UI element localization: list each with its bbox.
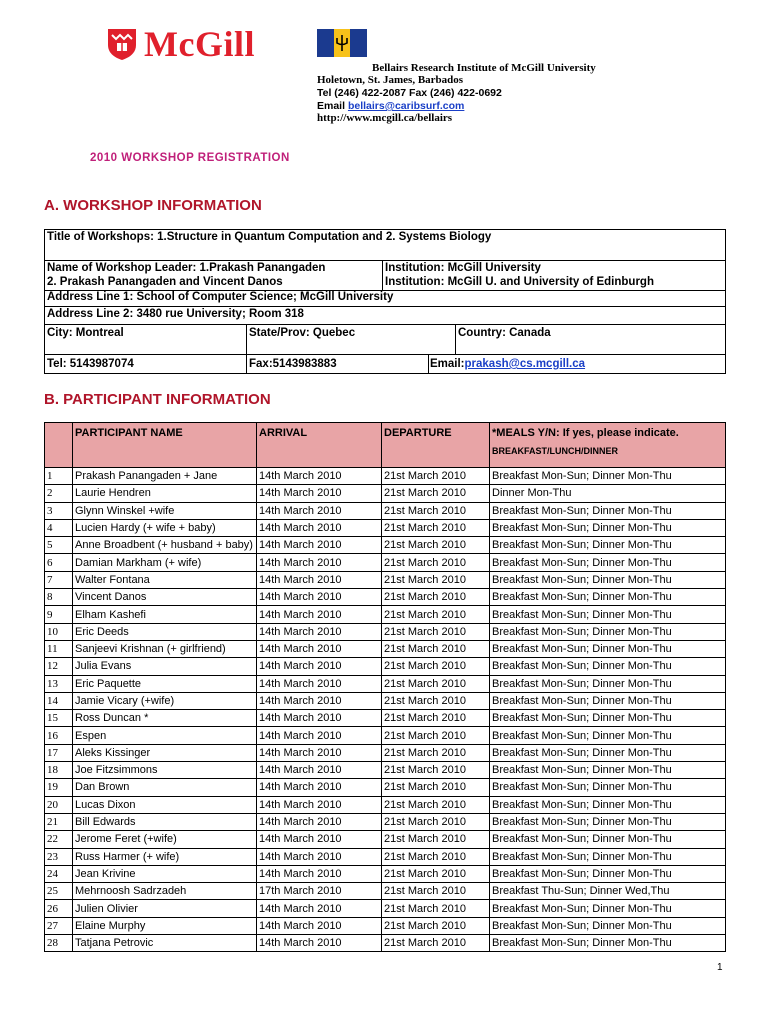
header-departure: DEPARTURE (382, 423, 490, 468)
header-participant-name: PARTICIPANT NAME (73, 423, 257, 468)
row-number: 28 (45, 935, 73, 952)
section-b-heading: B. PARTICIPANT INFORMATION (44, 391, 271, 408)
institute-email-link[interactable]: bellairs@caribsurf.com (347, 100, 465, 112)
meals: Breakfast Mon-Sun; Dinner Mon-Thu (490, 831, 726, 848)
table-row (45, 917, 726, 934)
meals: Breakfast Mon-Sun; Dinner Mon-Thu (490, 813, 726, 830)
logo-text: McGill (144, 24, 255, 64)
departure-date: 21st March 2010 (382, 710, 490, 727)
fax: Fax:5143983883 (249, 358, 337, 370)
participant-name: Russ Harmer (+ wife) (73, 848, 257, 865)
row-number: 18 (45, 762, 73, 779)
tel: Tel: 5143987074 (47, 358, 134, 370)
institute-email-line (317, 100, 464, 112)
arrival-date: 14th March 2010 (257, 623, 382, 640)
institute-url[interactable]: http://www.mcgill.ca/bellairs (317, 112, 453, 124)
table-row (45, 727, 726, 744)
contact-email-link[interactable]: prakash@cs.mcgill.ca (464, 358, 586, 370)
arrival-date: 14th March 2010 (257, 571, 382, 588)
table-row (45, 762, 726, 779)
participant-name: Elham Kashefi (73, 606, 257, 623)
departure-date: 21st March 2010 (382, 606, 490, 623)
departure-date: 21st March 2010 (382, 883, 490, 900)
departure-date: 21st March 2010 (382, 744, 490, 761)
meals: Breakfast Mon-Sun; Dinner Mon-Thu (490, 589, 726, 606)
departure-date: 21st March 2010 (382, 762, 490, 779)
table-row (45, 779, 726, 796)
meals: Breakfast Mon-Sun; Dinner Mon-Thu (490, 848, 726, 865)
departure-date: 21st March 2010 (382, 468, 490, 485)
table-row (45, 710, 726, 727)
participant-name: Bill Edwards (73, 813, 257, 830)
row-number: 23 (45, 848, 73, 865)
arrival-date: 14th March 2010 (257, 796, 382, 813)
arrival-date: 14th March 2010 (257, 658, 382, 675)
row-number: 2 (45, 485, 73, 502)
arrival-date: 14th March 2010 (257, 675, 382, 692)
table-row (45, 744, 726, 761)
participant-name: Vincent Danos (73, 589, 257, 606)
row-number: 12 (45, 658, 73, 675)
row-number: 24 (45, 865, 73, 882)
participant-name: Anne Broadbent (+ husband + baby) (73, 537, 257, 554)
participant-name: Jean Krivine (73, 865, 257, 882)
table-row (45, 623, 726, 640)
table-row (45, 935, 726, 952)
arrival-date: 14th March 2010 (257, 589, 382, 606)
meals: Breakfast Mon-Sun; Dinner Mon-Thu (490, 675, 726, 692)
departure-date: 21st March 2010 (382, 519, 490, 536)
participant-name: Eric Deeds (73, 623, 257, 640)
table-row (45, 883, 726, 900)
arrival-date: 14th March 2010 (257, 502, 382, 519)
participant-name: Julia Evans (73, 658, 257, 675)
arrival-date: 14th March 2010 (257, 848, 382, 865)
meals: Breakfast Mon-Sun; Dinner Mon-Thu (490, 537, 726, 554)
departure-date: 21st March 2010 (382, 935, 490, 952)
participant-name: Laurie Hendren (73, 485, 257, 502)
row-number: 17 (45, 744, 73, 761)
table-row (45, 468, 726, 485)
arrival-date: 14th March 2010 (257, 727, 382, 744)
participant-table-header (45, 423, 726, 468)
row-number: 5 (45, 537, 73, 554)
row-number: 14 (45, 692, 73, 709)
arrival-date: 14th March 2010 (257, 744, 382, 761)
institution-line-2: Institution: McGill U. and University of Edinburgh (385, 276, 654, 288)
departure-date: 21st March 2010 (382, 917, 490, 934)
departure-date: 21st March 2010 (382, 658, 490, 675)
meals: Breakfast Mon-Sun; Dinner Mon-Thu (490, 900, 726, 917)
arrival-date: 14th March 2010 (257, 519, 382, 536)
table-row (45, 571, 726, 588)
meals: Breakfast Mon-Sun; Dinner Mon-Thu (490, 606, 726, 623)
departure-date: 21st March 2010 (382, 692, 490, 709)
row-number: 26 (45, 900, 73, 917)
barbados-flag-icon (317, 29, 367, 57)
meals: Breakfast Mon-Sun; Dinner Mon-Thu (490, 692, 726, 709)
table-row (45, 485, 726, 502)
participant-name: Aleks Kissinger (73, 744, 257, 761)
meals: Breakfast Mon-Sun; Dinner Mon-Thu (490, 727, 726, 744)
departure-date: 21st March 2010 (382, 640, 490, 657)
contact-email-label: Email: (430, 358, 465, 370)
table-row (45, 813, 726, 830)
city: City: Montreal (47, 327, 124, 339)
leader-line-2: 2. Prakash Panangaden and Vincent Danos (47, 276, 283, 288)
arrival-date: 14th March 2010 (257, 935, 382, 952)
institute-phone: Tel (246) 422-2087 Fax (246) 422-0692 (317, 87, 502, 99)
departure-date: 21st March 2010 (382, 537, 490, 554)
section-a-heading: A. WORKSHOP INFORMATION (44, 197, 262, 214)
departure-date: 21st March 2010 (382, 865, 490, 882)
departure-date: 21st March 2010 (382, 813, 490, 830)
meals: Breakfast Mon-Sun; Dinner Mon-Thu (490, 935, 726, 952)
row-number: 10 (45, 623, 73, 640)
arrival-date: 14th March 2010 (257, 468, 382, 485)
contact-email (430, 358, 585, 370)
institute-address: Holetown, St. James, Barbados (317, 74, 464, 86)
row-number: 21 (45, 813, 73, 830)
leader-line-1: Name of Workshop Leader: 1.Prakash Panangaden (47, 262, 326, 274)
row-number: 20 (45, 796, 73, 813)
row-number: 6 (45, 554, 73, 571)
table-row (45, 675, 726, 692)
row-number: 1 (45, 468, 73, 485)
institution-line-1: Institution: McGill University (385, 262, 541, 274)
row-number: 8 (45, 589, 73, 606)
row-number: 27 (45, 917, 73, 934)
institute-name: Bellairs Research Institute of McGill University (372, 62, 596, 74)
email-label: Email (317, 100, 348, 112)
page-number: 1 (717, 962, 723, 973)
header-number (45, 423, 73, 468)
participant-name: Sanjeevi Krishnan (+ girlfriend) (73, 640, 257, 657)
address-line-2: Address Line 2: 3480 rue University; Room 318 (47, 308, 304, 320)
workshop-title: Title of Workshops: 1.Structure in Quantum Computation and 2. Systems Biology (47, 231, 492, 243)
row-number: 4 (45, 519, 73, 536)
meals: Breakfast Mon-Sun; Dinner Mon-Thu (490, 779, 726, 796)
table-row (45, 537, 726, 554)
participant-name: Elaine Murphy (73, 917, 257, 934)
mcgill-crest-icon (106, 27, 138, 61)
participant-name: Glynn Winskel +wife (73, 502, 257, 519)
arrival-date: 14th March 2010 (257, 865, 382, 882)
table-row (45, 658, 726, 675)
arrival-date: 17th March 2010 (257, 883, 382, 900)
country: Country: Canada (458, 327, 551, 339)
table-row (45, 606, 726, 623)
participant-name: Julien Olivier (73, 900, 257, 917)
participant-name: Ross Duncan * (73, 710, 257, 727)
departure-date: 21st March 2010 (382, 589, 490, 606)
participant-name: Jamie Vicary (+wife) (73, 692, 257, 709)
table-row (45, 640, 726, 657)
row-number: 22 (45, 831, 73, 848)
participant-name: Prakash Panangaden + Jane (73, 468, 257, 485)
participant-name: Walter Fontana (73, 571, 257, 588)
meals: Breakfast Mon-Sun; Dinner Mon-Thu (490, 762, 726, 779)
header-meals-sub: BREAKFAST/LUNCH/DINNER (492, 446, 618, 456)
departure-date: 21st March 2010 (382, 796, 490, 813)
meals: Breakfast Mon-Sun; Dinner Mon-Thu (490, 519, 726, 536)
table-row (45, 831, 726, 848)
table-row (45, 554, 726, 571)
table-row (45, 692, 726, 709)
table-row (45, 865, 726, 882)
meals: Breakfast Mon-Sun; Dinner Mon-Thu (490, 640, 726, 657)
header-meals-title: *MEALS Y/N: If yes, please indicate. (492, 427, 679, 439)
meals: Breakfast Mon-Sun; Dinner Mon-Thu (490, 502, 726, 519)
arrival-date: 14th March 2010 (257, 692, 382, 709)
row-number: 11 (45, 640, 73, 657)
meals: Breakfast Mon-Sun; Dinner Mon-Thu (490, 658, 726, 675)
header-meals (490, 423, 726, 468)
row-number: 16 (45, 727, 73, 744)
arrival-date: 14th March 2010 (257, 779, 382, 796)
participant-name: Lucien Hardy (+ wife + baby) (73, 519, 257, 536)
row-number: 9 (45, 606, 73, 623)
participant-name: Jerome Feret (+wife) (73, 831, 257, 848)
address-line-1: Address Line 1: School of Computer Science; McGill University (47, 291, 394, 303)
departure-date: 21st March 2010 (382, 727, 490, 744)
meals: Breakfast Mon-Sun; Dinner Mon-Thu (490, 571, 726, 588)
departure-date: 21st March 2010 (382, 900, 490, 917)
row-number: 15 (45, 710, 73, 727)
participant-table (44, 422, 726, 952)
mcgill-logo (106, 26, 255, 62)
meals: Breakfast Mon-Sun; Dinner Mon-Thu (490, 796, 726, 813)
state-prov: State/Prov: Quebec (249, 327, 356, 339)
participant-name: Eric Paquette (73, 675, 257, 692)
departure-date: 21st March 2010 (382, 554, 490, 571)
arrival-date: 14th March 2010 (257, 762, 382, 779)
table-row (45, 900, 726, 917)
participant-name: Mehrnoosh Sadrzadeh (73, 883, 257, 900)
row-number: 7 (45, 571, 73, 588)
arrival-date: 14th March 2010 (257, 640, 382, 657)
arrival-date: 14th March 2010 (257, 537, 382, 554)
meals: Breakfast Mon-Sun; Dinner Mon-Thu (490, 623, 726, 640)
participant-name: Lucas Dixon (73, 796, 257, 813)
arrival-date: 14th March 2010 (257, 606, 382, 623)
row-number: 19 (45, 779, 73, 796)
arrival-date: 14th March 2010 (257, 485, 382, 502)
row-number: 13 (45, 675, 73, 692)
meals: Breakfast Mon-Sun; Dinner Mon-Thu (490, 917, 726, 934)
participant-name: Joe Fitzsimmons (73, 762, 257, 779)
row-number: 3 (45, 502, 73, 519)
meals: Breakfast Thu-Sun; Dinner Wed,Thu (490, 883, 726, 900)
table-row (45, 519, 726, 536)
participant-name: Tatjana Petrovic (73, 935, 257, 952)
meals: Breakfast Mon-Sun; Dinner Mon-Thu (490, 554, 726, 571)
departure-date: 21st March 2010 (382, 779, 490, 796)
meals: Breakfast Mon-Sun; Dinner Mon-Thu (490, 744, 726, 761)
arrival-date: 14th March 2010 (257, 710, 382, 727)
meals: Breakfast Mon-Sun; Dinner Mon-Thu (490, 710, 726, 727)
arrival-date: 14th March 2010 (257, 813, 382, 830)
departure-date: 21st March 2010 (382, 485, 490, 502)
departure-date: 21st March 2010 (382, 831, 490, 848)
registration-title: 2010 WORKSHOP REGISTRATION (90, 152, 290, 164)
departure-date: 21st March 2010 (382, 571, 490, 588)
arrival-date: 14th March 2010 (257, 831, 382, 848)
meals: Breakfast Mon-Sun; Dinner Mon-Thu (490, 468, 726, 485)
meals: Breakfast Mon-Sun; Dinner Mon-Thu (490, 865, 726, 882)
departure-date: 21st March 2010 (382, 623, 490, 640)
participant-name: Espen (73, 727, 257, 744)
header-arrival: ARRIVAL (257, 423, 382, 468)
departure-date: 21st March 2010 (382, 848, 490, 865)
table-row (45, 848, 726, 865)
participant-name: Dan Brown (73, 779, 257, 796)
table-row (45, 589, 726, 606)
departure-date: 21st March 2010 (382, 502, 490, 519)
table-row (45, 796, 726, 813)
arrival-date: 14th March 2010 (257, 554, 382, 571)
participant-name: Damian Markham (+ wife) (73, 554, 257, 571)
meals: Dinner Mon-Thu (490, 485, 726, 502)
arrival-date: 14th March 2010 (257, 900, 382, 917)
table-row (45, 502, 726, 519)
row-number: 25 (45, 883, 73, 900)
arrival-date: 14th March 2010 (257, 917, 382, 934)
departure-date: 21st March 2010 (382, 675, 490, 692)
